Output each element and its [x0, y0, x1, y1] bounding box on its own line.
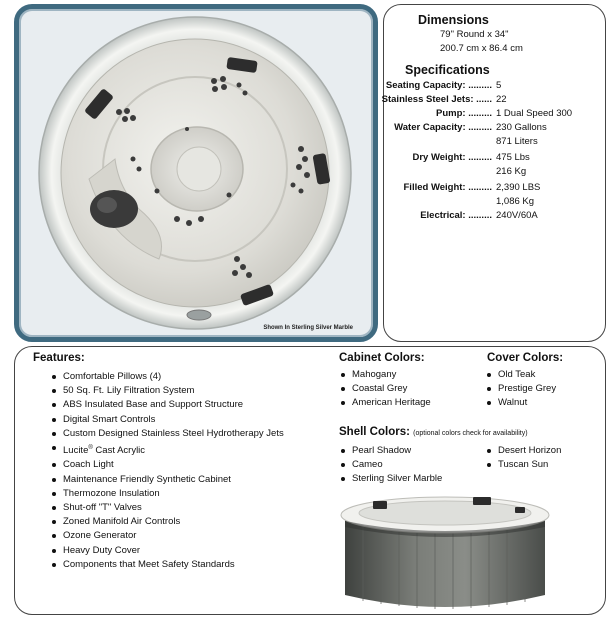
spec-label: Stainless Steel Jets: ...... — [381, 94, 492, 105]
spec-label: Filled Weight: ......... — [403, 182, 492, 193]
cover-color-item: Walnut — [485, 396, 556, 410]
photo-caption: Shown In Sterling Silver Marble — [263, 325, 353, 331]
spec-value: 216 Kg — [496, 166, 527, 177]
feature-item: Shut-off "T" Valves — [50, 501, 284, 515]
cabinet-colors-list — [339, 368, 431, 411]
feature-item: 50 Sq. Ft. Lily Filtration System — [50, 384, 284, 398]
spec-row-dry-weight — [384, 152, 607, 166]
spec-value: 1,086 Kg — [496, 196, 535, 207]
spec-label: Dry Weight: ......... — [412, 152, 492, 163]
specifications-panel — [383, 4, 606, 342]
shell-colors-list-right — [485, 444, 561, 472]
features-list — [50, 370, 284, 572]
feature-item: Thermozone Insulation — [50, 487, 284, 501]
feature-item: Comfortable Pillows (4) — [50, 370, 284, 384]
features-heading: Features: — [33, 352, 85, 364]
cover-colors-heading: Cover Colors: — [487, 352, 564, 364]
shell-colors-note: (optional colors check for availability) — [413, 430, 528, 437]
tub-photo-panel — [14, 4, 378, 342]
shell-color-item: Tuscan Sun — [485, 458, 561, 472]
spec-value: 2,390 LBS — [496, 182, 541, 193]
shell-color-item: Pearl Shadow — [339, 444, 442, 458]
cover-color-item: Prestige Grey — [485, 382, 556, 396]
feature-item: Zoned Manifold Air Controls — [50, 515, 284, 529]
spec-row-seating — [384, 80, 607, 94]
feature-item: Coach Light — [50, 458, 284, 472]
feature-item-lucite — [50, 441, 284, 458]
spec-value: 240V/60A — [496, 210, 538, 221]
feature-item: ABS Insulated Base and Support Structure — [50, 398, 284, 412]
feature-item: Heavy Duty Cover — [50, 544, 284, 558]
spec-row-jets — [381, 94, 607, 108]
spec-row-filled-weight — [384, 182, 607, 196]
shell-color-item: Cameo — [339, 458, 442, 472]
tub-side-view-image — [333, 491, 557, 613]
dimensions-metric: 200.7 cm x 86.4 cm — [440, 43, 523, 54]
shell-color-item: Desert Horizon — [485, 444, 561, 458]
feature-item: Ozone Generator — [50, 529, 284, 543]
spec-value: 1 Dual Speed 300 — [496, 108, 573, 119]
registered-mark: ® — [88, 445, 93, 452]
spec-row-pump — [384, 108, 607, 122]
feature-lucite-name: Lucite — [63, 445, 89, 457]
tub-top-view-image — [19, 9, 373, 337]
spec-value: 475 Lbs — [496, 152, 530, 163]
feature-item: Maintenance Friendly Synthetic Cabinet — [50, 473, 284, 487]
cabinet-color-item: Coastal Grey — [339, 382, 431, 396]
feature-item: Digital Smart Controls — [50, 413, 284, 427]
cabinet-color-item: Mahogany — [339, 368, 431, 382]
spec-row-water-capacity — [384, 122, 607, 136]
shell-color-item: Sterling Silver Marble — [339, 472, 442, 486]
spec-row-dry-weight-metric — [384, 166, 607, 180]
feature-item: Components that Meet Safety Standards — [50, 558, 284, 572]
feature-item: Custom Designed Stainless Steel Hydrotherapy Jets — [50, 427, 284, 441]
feature-lucite-rest: Cast Acrylic — [92, 445, 146, 457]
spec-value: 230 Gallons — [496, 122, 547, 133]
shell-colors-heading — [339, 426, 528, 438]
cabinet-colors-heading: Cabinet Colors: — [339, 352, 425, 364]
spec-label: Pump: ......... — [436, 108, 492, 119]
spec-row-electrical — [384, 210, 607, 224]
spec-row-filled-weight-metric — [384, 196, 607, 210]
cabinet-color-item: American Heritage — [339, 396, 431, 410]
cover-colors-list — [485, 368, 556, 411]
cover-color-item: Old Teak — [485, 368, 556, 382]
spec-value: 5 — [496, 80, 502, 91]
spec-row-water-capacity-metric — [384, 136, 607, 150]
specifications-heading: Specifications — [405, 63, 490, 77]
shell-colors-title: Shell Colors: — [339, 426, 410, 438]
spec-value: 871 Liters — [496, 136, 538, 147]
dimensions-imperial: 79" Round x 34" — [440, 29, 509, 40]
spec-label: Water Capacity: ......... — [394, 122, 492, 133]
spec-label: Seating Capacity: ......... — [385, 80, 492, 91]
features-panel — [14, 346, 606, 615]
dimensions-heading: Dimensions — [418, 13, 489, 27]
spec-value: 22 — [496, 94, 507, 105]
spec-label: Electrical: ......... — [420, 210, 492, 221]
shell-colors-list-left — [339, 444, 442, 487]
